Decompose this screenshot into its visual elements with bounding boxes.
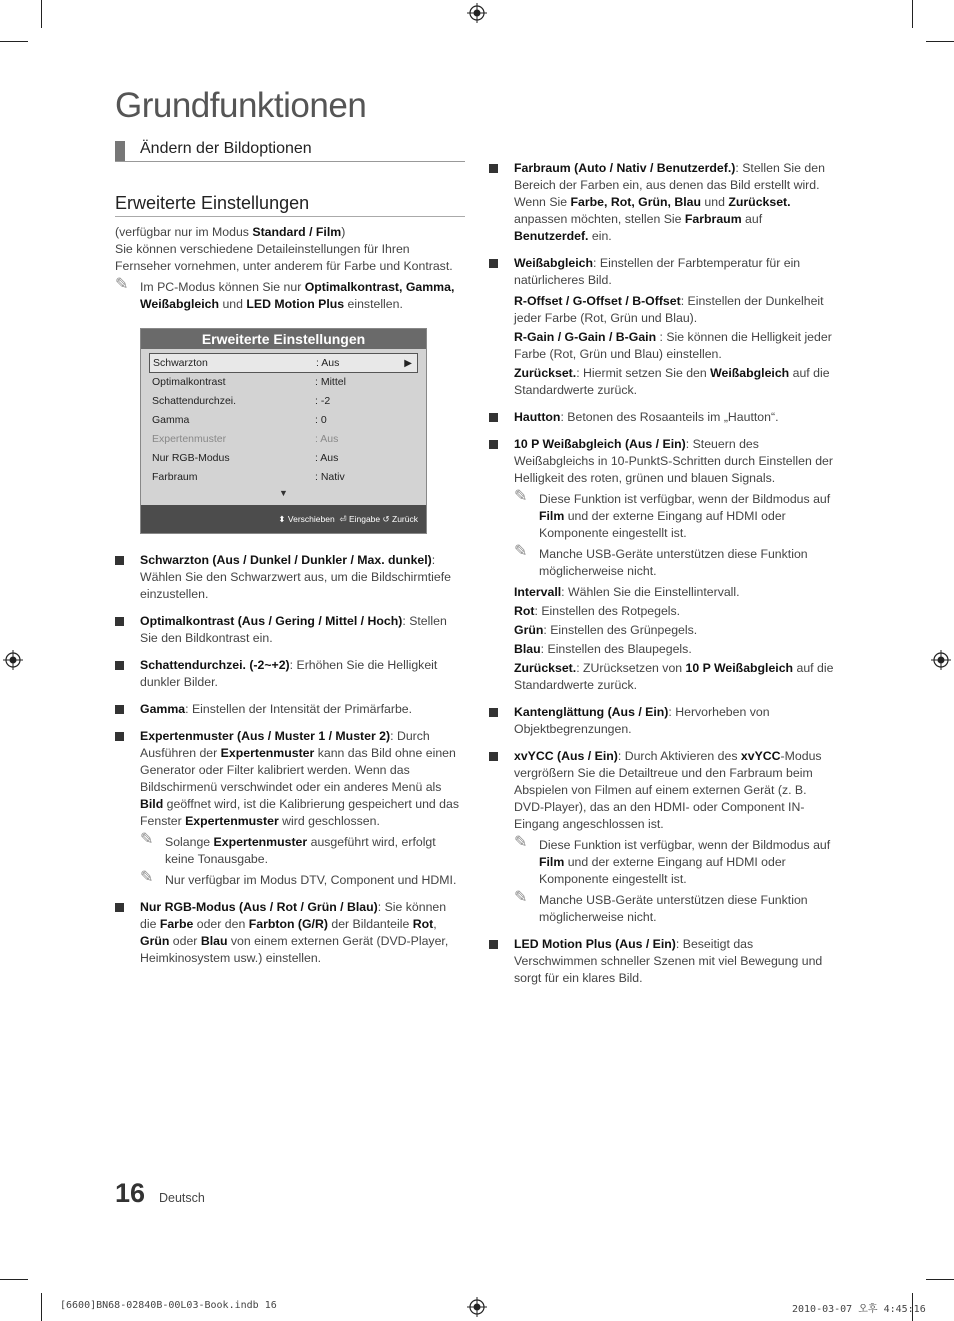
print-slug-left: [6600]BN68-02840B-00L03-Book.indb 16 bbox=[60, 1300, 277, 1311]
list-item: LED Motion Plus (Aus / Ein): Beseitigt das Verschwimmen schneller Szenen mit viel Bewegung und sorgt für ein klares Bild. bbox=[489, 936, 839, 987]
chapter-title: Grundfunktionen bbox=[115, 86, 367, 125]
right-column bbox=[489, 160, 839, 994]
pencil-note-icon: ✎ bbox=[514, 543, 528, 560]
pencil-note-icon: ✎ bbox=[140, 831, 154, 848]
intro-description: Sie können verschiedene Detaileinstellungen für Ihren Fernseher vornehmen, unter anderem für Farbe und Kontrast. bbox=[115, 242, 453, 273]
scroll-down-icon[interactable]: ▼ bbox=[279, 488, 288, 498]
section-title: Ändern der Bildoptionen bbox=[140, 140, 312, 157]
list-item: 10 P Weißabgleich (Aus / Ein): Steuern des Weißabgleichs in 10-PunktS-Schritten durch Einstellen der Helligkeit des roten, grünen und blauen Signals. ✎ Diese Funktion ist verfügbar, wenn der Bildmodus auf Film und der externe Eingang auf HDMI oder Komponente eingestellt ist. ✎ Manche USB-Geräte unterstützen diese Funktion möglicherweise nicht. Intervall: Wählen Sie die Einstellintervall. Rot: Einstellen des Rotpegels. Grün: Einstellen des Grünpegels. Blau: Einstellen des Blaupegels. Zurückset.: ZUrücksetzen von 10 P Weißabgleich auf die Standardwerte zurück. bbox=[489, 436, 839, 694]
note: ✎ Manche USB-Geräte unterstützen diese Funktion möglicherweise nicht. bbox=[514, 543, 808, 578]
intro-text bbox=[115, 224, 465, 317]
bullet-square-icon bbox=[489, 752, 498, 761]
bullet-square-icon bbox=[489, 259, 498, 268]
osd-row-optimalkontrast[interactable]: Optimalkontrast : Mittel bbox=[152, 376, 346, 388]
print-slug-right: 2010-03-07 오후 4:45:16 bbox=[792, 1304, 926, 1315]
bullet-square-icon bbox=[115, 705, 124, 714]
osd-row-expertenmuster: Expertenmuster : Aus bbox=[152, 433, 339, 445]
page-number: 16 bbox=[115, 1178, 146, 1208]
section-heading bbox=[115, 138, 465, 162]
list-item: Weißabgleich: Einstellen der Farbtemperatur für ein natürlicheres Bild. R-Offset / G-Offset / B-Offset: Einstellen der Dunkelheit jeder Farbe (Rot, Grün und Blau). R-Gain / G-Gain / B-Gain : Sie können die Helligkeit jeder Farbe (Rot, Grün und Blau) einstellen. Zurückset.: Hiermit setzen Sie den Weißabgleich auf die Standardwerte zurück. bbox=[489, 255, 839, 399]
bullet-square-icon bbox=[115, 617, 124, 626]
list-item: Schwarzton (Aus / Dunkel / Dunkler / Max. dunkel): Wählen Sie den Schwarzwert aus, um die Bildschirmtiefe einzustellen. bbox=[115, 552, 465, 603]
subsection-title: Erweiterte Einstellungen bbox=[115, 193, 465, 217]
osd-rows bbox=[141, 349, 426, 499]
registration-mark-icon bbox=[931, 650, 951, 670]
note: ✎ Manche USB-Geräte unterstützen diese Funktion möglicherweise nicht. bbox=[514, 889, 808, 924]
list-item: xvYCC (Aus / Ein): Durch Aktivieren des xvYCC-Modus vergrößern Sie die Detailtreue und den Farbraum beim Abspielen von Filmen auf einem externen Gerät (z. B. DVD-Player), das an den HDMI- oder Component IN-Eingang angeschlossen ist. ✎ Diese Funktion ist verfügbar, wenn der Bildmodus auf Film und der externe Eingang auf HDMI oder Komponente eingestellt ist. ✎ Manche USB-Geräte unterstützen diese Funktion möglicherweise nicht. bbox=[489, 748, 839, 926]
pencil-note-icon: ✎ bbox=[514, 889, 528, 906]
pencil-note-icon: ✎ bbox=[514, 834, 528, 851]
list-item: Kantenglättung (Aus / Ein): Hervorheben von Objektbegrenzungen. bbox=[489, 704, 839, 738]
list-item: Schattendurchzei. (-2~+2): Erhöhen Sie die Helligkeit dunkler Bilder. bbox=[115, 657, 465, 691]
pencil-note-icon: ✎ bbox=[514, 488, 528, 505]
osd-row-nur-rgb-modus[interactable]: Nur RGB-Modus : Aus bbox=[152, 452, 339, 464]
availability-line: (verfügbar nur im Modus Standard / Film) bbox=[115, 225, 346, 239]
list-item: Optimalkontrast (Aus / Gering / Mittel / Hoch): Stellen Sie den Bildkontrast ein. bbox=[115, 613, 465, 647]
list-item: Expertenmuster (Aus / Muster 1 / Muster 2): Durch Ausführen der Expertenmuster kann das Bild ohne einen Generator oder Filter kalibriert werden. Wenn das Bildschirmenü verschwindet oder ein anderes Menü als Bild geöffnet wird, ist die Kalibrierung gespeichert und das Fenster Expertenmuster wird geschlossen. ✎ Solange Expertenmuster ausgeführt wird, erfolgt keine Tonausgabe. ✎ Nur verfügbar im Modus DTV, Component und HDMI. bbox=[115, 728, 465, 889]
osd-row-schwarzton[interactable]: Schwarzton : Aus ▶ bbox=[149, 353, 418, 373]
crop-mark bbox=[41, 0, 42, 28]
left-column bbox=[115, 552, 465, 974]
registration-mark-icon bbox=[467, 3, 487, 23]
note: ✎ Nur verfügbar im Modus DTV, Component und HDMI. bbox=[140, 869, 457, 887]
pencil-note-icon: ✎ bbox=[115, 276, 129, 293]
note: ✎ Diese Funktion ist verfügbar, wenn der Bildmodus auf Film und der externe Eingang auf HDMI oder Komponente eingestellt ist. bbox=[514, 834, 831, 886]
bullet-square-icon bbox=[489, 708, 498, 717]
bullet-square-icon bbox=[115, 732, 124, 741]
return-icon: ↺ bbox=[382, 514, 390, 524]
crop-mark bbox=[0, 1279, 28, 1280]
osd-row-farbraum[interactable]: Farbraum : Nativ bbox=[152, 471, 345, 483]
bullet-square-icon bbox=[489, 440, 498, 449]
enter-icon: ⏎ bbox=[339, 514, 347, 524]
registration-mark-icon bbox=[467, 1297, 487, 1317]
bullet-square-icon bbox=[115, 903, 124, 912]
section-marker bbox=[115, 141, 125, 161]
bullet-square-icon bbox=[489, 940, 498, 949]
list-item: Nur RGB-Modus (Aus / Rot / Grün / Blau): Sie können die Farbe oder den Farbton (G/R) der Bildanteile Rot, Grün oder Blau von einem externen Gerät (DVD-Player, Heimkinosystem usw.) einstellen. bbox=[115, 899, 465, 967]
osd-row-schattendurchzei[interactable]: Schattendurchzei. : -2 bbox=[152, 395, 331, 407]
page-language: Deutsch bbox=[159, 1191, 205, 1205]
bullet-square-icon bbox=[115, 556, 124, 565]
bullet-square-icon bbox=[115, 661, 124, 670]
registration-mark-icon bbox=[3, 650, 23, 670]
note: ✎ Im PC-Modus können Sie nur Optimalkontrast, Gamma, Weißabgleich und LED Motion Plus einstellen. bbox=[115, 276, 455, 311]
crop-mark bbox=[41, 1293, 42, 1321]
bullet-square-icon bbox=[489, 413, 498, 422]
move-arrows-icon: ⬍ bbox=[278, 514, 286, 524]
pencil-note-icon: ✎ bbox=[140, 869, 154, 886]
crop-mark bbox=[926, 1279, 954, 1280]
osd-menu bbox=[140, 328, 427, 534]
note: ✎ Solange Expertenmuster ausgeführt wird, erfolgt keine Tonausgabe. bbox=[140, 831, 436, 866]
bullet-square-icon bbox=[489, 164, 498, 173]
crop-mark bbox=[0, 41, 28, 42]
osd-title: Erweiterte Einstellungen bbox=[141, 329, 426, 349]
crop-mark bbox=[926, 41, 954, 42]
list-item: Gamma: Einstellen der Intensität der Primärfarbe. bbox=[115, 701, 465, 718]
note: ✎ Diese Funktion ist verfügbar, wenn der Bildmodus auf Film und der externe Eingang auf HDMI oder Komponente eingestellt ist. bbox=[514, 488, 831, 540]
crop-mark bbox=[912, 0, 913, 28]
list-item: Farbraum (Auto / Nativ / Benutzerdef.): Stellen Sie den Bereich der Farben ein, aus denen das Bild erstellt wird. Wenn Sie Farbe, Rot, Grün, Blau und Zurückset. anpassen möchten, stellen Sie Farbraum auf Benutzerdef. ein. bbox=[489, 160, 839, 245]
osd-footer: ⬍ Verschieben ⏎ Eingabe ↺ Zurück bbox=[141, 505, 426, 533]
list-item: Hautton: Betonen des Rosaanteils im „Hautton“. bbox=[489, 409, 839, 426]
arrow-right-icon: ▶ bbox=[404, 358, 412, 369]
osd-row-gamma[interactable]: Gamma : 0 bbox=[152, 414, 327, 426]
